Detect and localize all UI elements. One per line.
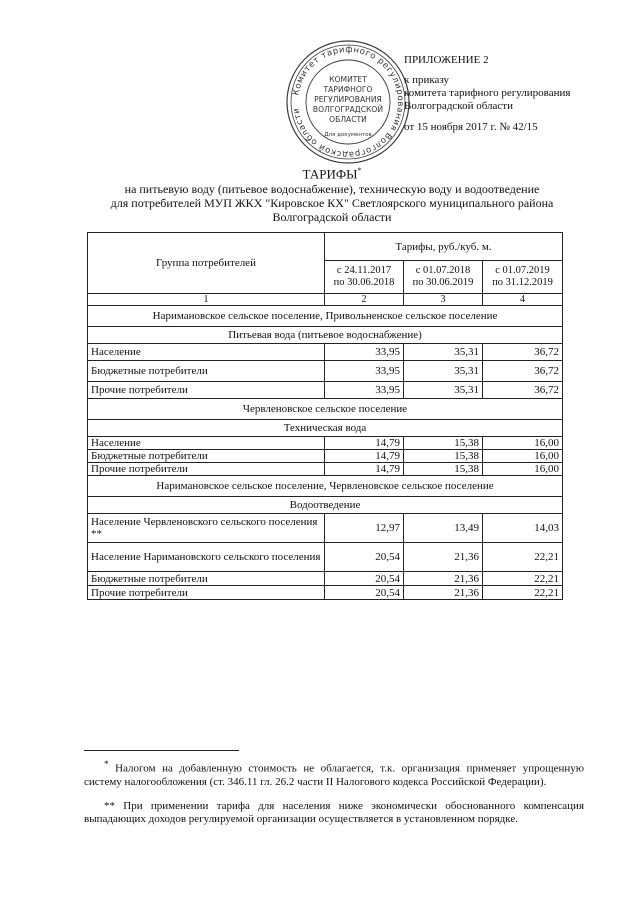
- tariff-value: 14,79: [325, 437, 404, 450]
- table-row: [88, 463, 563, 476]
- consumer-group: Бюджетные потребители: [88, 361, 325, 382]
- table-row: [88, 437, 563, 450]
- page-title: ТАРИФЫ*: [302, 166, 362, 182]
- tariff-value: 35,31: [404, 382, 483, 399]
- column-header-tariffs: Тарифы, руб./куб. м.: [325, 233, 563, 261]
- tariff-value: 14,03: [483, 514, 563, 543]
- column-number-4: 4: [483, 294, 563, 306]
- table-row: [88, 572, 563, 586]
- tariff-value: 36,72: [483, 344, 563, 361]
- tariff-value: 15,38: [404, 437, 483, 450]
- order-date: от 15 ноября 2017 г. № 42/15: [404, 121, 538, 133]
- period-header-3: с 01.07.2019 по 31.12.2019: [483, 261, 563, 294]
- footnote-1: [84, 758, 584, 789]
- footnote-2-text: При применении тарифа для населения ниже экономически обоснованного компенсация выпадающих доходов регулируемой организации осуществляется в установленном порядке.: [84, 800, 584, 825]
- tariff-table: [87, 232, 563, 600]
- table-row: [88, 344, 563, 361]
- tariff-value: 15,38: [404, 463, 483, 476]
- tariff-value: 12,97: [325, 514, 404, 543]
- column-number-3: 3: [404, 294, 483, 306]
- tariff-value: 36,72: [483, 361, 563, 382]
- table-row: [88, 361, 563, 382]
- section-title: Червленовское сельское поселение: [88, 399, 563, 420]
- svg-text:ВОЛГОГРАДСКОЙ: ВОЛГОГРАДСКОЙ: [312, 105, 384, 114]
- seal-stamp: [284, 38, 412, 166]
- consumer-group: Прочие потребители: [88, 463, 325, 476]
- svg-text:Для документов: Для документов: [324, 132, 372, 138]
- footnote-1-mark: *: [104, 759, 109, 769]
- svg-text:Комитет тарифного регулировани: Комитет тарифного регулирования Волгоградской области: [291, 44, 406, 160]
- section-subtitle: Питьевая вода (питьевое водоснабжение): [88, 327, 563, 344]
- section-subtitle: Водоотведение: [88, 497, 563, 514]
- tariff-value: 13,49: [404, 514, 483, 543]
- section-subtitle: Техническая вода: [88, 420, 563, 437]
- svg-text:КОМИТЕТ: КОМИТЕТ: [329, 75, 367, 84]
- tariff-value: 14,79: [325, 463, 404, 476]
- table-row: [88, 514, 563, 543]
- footnote-2: [84, 800, 584, 826]
- tariff-value: 16,00: [483, 463, 563, 476]
- tariff-value: 36,72: [483, 382, 563, 399]
- title-footnote-mark: *: [357, 166, 362, 175]
- table-row: [88, 450, 563, 463]
- consumer-group: Бюджетные потребители: [88, 572, 325, 586]
- appendix-line-3: Волгоградской области: [404, 100, 513, 112]
- appendix-header: [404, 54, 570, 134]
- section-title: Наримановское сельское поселение, Привольненское сельское поселение: [88, 306, 563, 327]
- column-header-group: Группа потребителей: [88, 233, 325, 294]
- table-row: [88, 382, 563, 399]
- tariff-value: 20,54: [325, 586, 404, 600]
- tariff-value: 21,36: [404, 586, 483, 600]
- tariff-value: 33,95: [325, 361, 404, 382]
- tariff-value: 21,36: [404, 543, 483, 572]
- svg-text:ТАРИФНОГО: ТАРИФНОГО: [323, 85, 373, 94]
- tariff-value: 14,79: [325, 450, 404, 463]
- tariff-value: 22,21: [483, 586, 563, 600]
- tariff-value: 22,21: [483, 543, 563, 572]
- footnote-divider: [84, 750, 239, 751]
- consumer-group: Население: [88, 437, 325, 450]
- tariff-value: 33,95: [325, 382, 404, 399]
- tariff-value: 22,21: [483, 572, 563, 586]
- tariff-value: 16,00: [483, 450, 563, 463]
- footnote-1-text: Налогом на добавленную стоимость не облагается, т.к. организация применяет упрощенную систему налогообложения (ст. 346.11 гл. 26.2 части II Налогового кодекса Российской Федерации).: [84, 762, 584, 788]
- appendix-line-1: к приказу: [404, 74, 450, 86]
- consumer-group: Население: [88, 344, 325, 361]
- column-number-1: 1: [88, 294, 325, 306]
- subtitle-line-3: Волгоградской области: [272, 210, 392, 225]
- subtitle-line-1: на питьевую воду (питьевое водоснабжение), техническую воду и водоотведение: [124, 182, 540, 197]
- appendix-title: ПРИЛОЖЕНИЕ 2: [404, 54, 489, 66]
- tariff-value: 20,54: [325, 543, 404, 572]
- section-title: Наримановское сельское поселение, Червленовское сельское поселение: [88, 476, 563, 497]
- consumer-group: Население Наримановского сельского поселения: [88, 543, 325, 572]
- period-header-2: с 01.07.2018 по 30.06.2019: [404, 261, 483, 294]
- tariff-value: 15,38: [404, 450, 483, 463]
- tariff-value: 33,95: [325, 344, 404, 361]
- tariff-value: 35,31: [404, 361, 483, 382]
- title-block: [80, 166, 584, 224]
- svg-text:РЕГУЛИРОВАНИЯ: РЕГУЛИРОВАНИЯ: [314, 95, 382, 104]
- consumer-group: Население Червленовского сельского поселения **: [88, 514, 325, 543]
- consumer-group: Бюджетные потребители: [88, 450, 325, 463]
- period-header-1: с 24.11.2017 по 30.06.2018: [325, 261, 404, 294]
- column-number-2: 2: [325, 294, 404, 306]
- appendix-line-2: комитета тарифного регулирования: [404, 87, 571, 99]
- subtitle-line-2: для потребителей МУП ЖКХ "Кировское КХ" Светлоярского муниципального района: [110, 196, 554, 211]
- consumer-group: Прочие потребители: [88, 586, 325, 600]
- tariff-value: 21,36: [404, 572, 483, 586]
- svg-text:ОБЛАСТИ: ОБЛАСТИ: [329, 115, 367, 124]
- tariff-value: 20,54: [325, 572, 404, 586]
- footnote-2-mark: **: [104, 800, 115, 812]
- consumer-group: Прочие потребители: [88, 382, 325, 399]
- tariff-value: 35,31: [404, 344, 483, 361]
- table-row: [88, 543, 563, 572]
- table-row: [88, 586, 563, 600]
- tariff-value: 16,00: [483, 437, 563, 450]
